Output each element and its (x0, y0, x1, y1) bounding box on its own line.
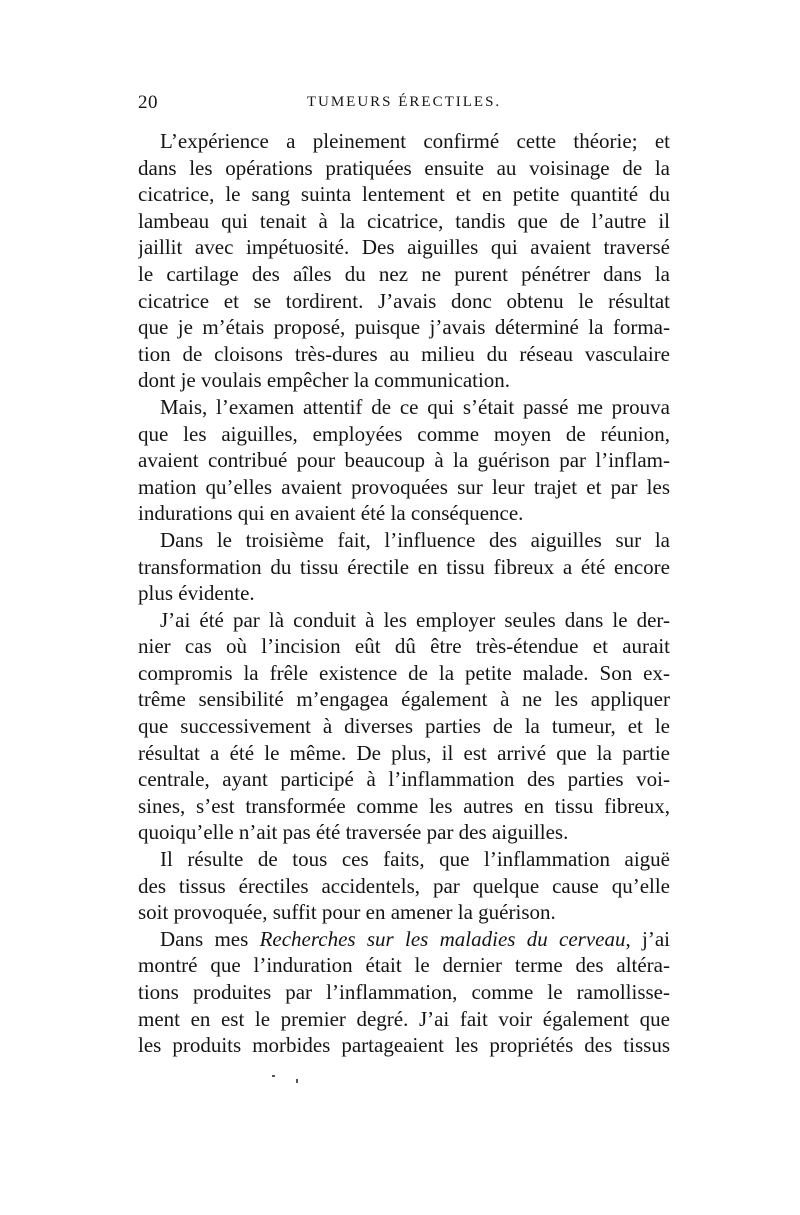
text-line: montré que l’induration était le dernier terme des altéra- (138, 953, 670, 978)
text-line: dans les opérations pratiquées ensuite au voisinage de la (138, 155, 670, 180)
text-line: cicatrice, le sang suinta lentement et en petite quantité du (138, 182, 670, 207)
text-line: transformation du tissu érectile en tissu fibreux a été encore (138, 554, 670, 579)
text-line: les produits morbides partageaient les propriétés des tissus (138, 1033, 670, 1058)
text-line: Dans le troisième fait, l’influence des aiguilles sur la (160, 527, 670, 552)
text-line: indurations qui en avaient été la conséquence. (138, 501, 524, 526)
print-speck (272, 1075, 275, 1077)
text-line: cicatrice et se tordirent. J’avais donc obtenu le résultat (138, 288, 670, 313)
text-line: tion de cloisons très-dures au milieu du réseau vasculaire (138, 341, 670, 366)
text-line: plus évidente. (138, 581, 255, 606)
text-line: compromis la frêle existence de la petite malade. Son ex- (138, 660, 670, 685)
text-line: lambeau qui tenait à la cicatrice, tandis que de l’autre il (138, 208, 670, 233)
print-speck (296, 1079, 298, 1083)
text-line: mation qu’elles avaient provoquées sur leur trajet et par les (138, 474, 670, 499)
text-line: le cartilage des aîles du nez ne purent pénétrer dans la (138, 261, 670, 286)
text-line: que je m’étais proposé, puisque j’avais déterminé la forma- (138, 315, 670, 340)
text-line: jaillit avec impétuosité. Des aiguilles qui avaient traversé (138, 235, 670, 260)
paragraph (138, 527, 670, 607)
page-number: 20 (138, 92, 158, 113)
page-header (138, 92, 670, 118)
text-line: centrale, ayant participé à l’inflammation des parties voi- (138, 767, 670, 792)
text-line: sines, s’est transformée comme les autres en tissu fibreux, (138, 793, 670, 818)
text-line: Il résulte de tous ces faits, que l’inflammation aiguë (160, 847, 670, 872)
text-line: L’expérience a pleinement confirmé cette théorie; et (160, 129, 670, 153)
paragraph (138, 394, 670, 527)
paragraph (138, 846, 670, 926)
text-line: Mais, l’examen attentif de ce qui s’était passé me prouva (160, 394, 670, 419)
text-line: nier cas où l’incision eût dû être très-étendue et aurait (138, 634, 670, 659)
text-line: J’ai été par là conduit à les employer seules dans le der- (160, 607, 670, 632)
text-line: des tissus érectiles accidentels, par quelque cause qu’elle (138, 873, 670, 898)
paragraph (138, 926, 670, 1059)
running-head: TUMEURS ÉRECTILES. (306, 94, 502, 110)
text-line: que successivement à diverses parties de la tumeur, et le (138, 714, 670, 739)
book-title: Recherches sur les maladies du cerveau (259, 926, 626, 951)
text-line: tions produites par l’inflammation, comme le ramollisse- (138, 980, 670, 1004)
text-line: avaient contribué pour beaucoup à la guérison par l’inflam- (138, 448, 670, 473)
paragraph (138, 607, 670, 846)
text-line: trême sensibilité m’engagea également à ne les appliquer (138, 687, 670, 712)
text-line: résultat a été le même. De plus, il est arrivé que la partie (138, 740, 670, 765)
text-line: ment en est le premier degré. J’ai fait voir également que (138, 1006, 670, 1031)
text-line: que les aiguilles, employées comme moyen de réunion, (138, 421, 670, 446)
text-line: dont je voulais empêcher la communication. (138, 368, 511, 393)
body-text (138, 128, 670, 1059)
text-line: Dans mes Recherches sur les maladies du cerveau, j’ai (160, 926, 670, 951)
text-line: soit provoquée, suffit pour en amener la guérison. (138, 900, 556, 925)
text-line: quoiqu’elle n’ait pas été traversée par des aiguilles. (138, 820, 569, 845)
paragraph (138, 128, 670, 394)
